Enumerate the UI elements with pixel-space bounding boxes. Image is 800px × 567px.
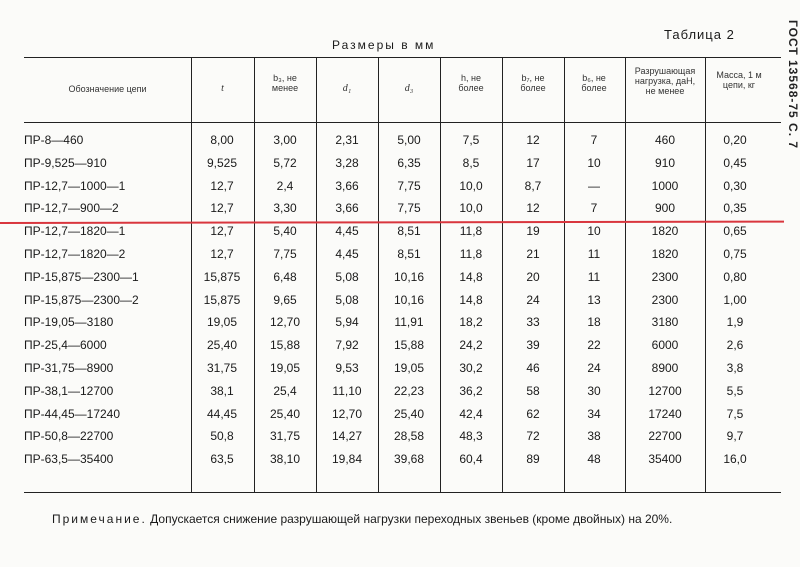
table-cell: 28,58 [393,429,425,443]
table-cell: 25,40 [206,338,238,352]
table-cell: 31,75 [206,361,238,375]
dimensions-caption: Размеры в мм [332,38,436,52]
table-cell: 3,66 [335,201,359,215]
table-cell: 6,35 [397,156,421,170]
table-cell: 10,16 [393,293,425,307]
table-cell: 38,1 [210,384,234,398]
table-cell: 22700 [648,429,682,443]
table-cell: 25,4 [273,384,297,398]
table-cell: 24 [587,361,601,375]
table-cell: 7,5 [462,133,480,147]
table-cell: 2300 [651,270,679,284]
chain-designation: ПР-44,45—17240 [24,407,121,421]
col-header-designation: Обозначение цепи [68,84,147,94]
table-cell: 72 [526,429,540,443]
table-cell: 33 [526,315,540,329]
table-cell: 7,75 [273,247,297,261]
table-cell: 1000 [651,179,679,193]
table-cell: — [588,179,600,193]
table-cell: 3,00 [273,133,297,147]
table-cell: 7 [590,201,598,215]
chain-designation: ПР-31,75—8900 [24,361,114,375]
table-cell: 5,08 [335,293,359,307]
table-cell: 30 [587,384,601,398]
table-cell: 8,51 [397,247,421,261]
table-cell: 0,35 [723,201,747,215]
col-header-mass: Масса, 1 м цепи, кг [716,70,762,90]
table-cell: 11,8 [459,247,483,261]
table-cell: 25,40 [269,407,301,421]
table-cell: 11 [587,270,601,284]
table-cell: 34 [587,407,601,421]
table-cell: 15,88 [269,338,301,352]
col-header-b3: b₃, не менее [271,73,299,93]
table-cell: 2300 [651,293,679,307]
table-cell: 0,45 [723,156,747,170]
table-cell: 50,8 [210,429,234,443]
table-cell: 8,5 [462,156,480,170]
table-note [52,512,672,526]
table-cell: 2,31 [335,133,359,147]
table-cell: 0,75 [723,247,747,261]
table-cell: 62 [526,407,540,421]
table-cell: 7 [590,133,598,147]
chain-designation: ПР-12,7—1820—1 [24,224,126,238]
table-cell: 12,70 [269,315,301,329]
table-cell: 31,75 [269,429,301,443]
table-cell: 14,8 [459,293,483,307]
chain-designation: ПР-19,05—3180 [24,315,114,329]
table-cell: 3,8 [726,361,744,375]
table-cell: 9,53 [335,361,359,375]
table-cell: 0,80 [723,270,747,284]
chain-designation: ПР-15,875—2300—2 [24,293,139,307]
table-cell: 63,5 [210,452,234,466]
table-cell: 38 [587,429,601,443]
table-cell: 9,7 [726,429,744,443]
table-cell: 1,00 [723,293,747,307]
note-label: Примечание. [52,512,147,526]
table-number: Таблица 2 [664,27,735,42]
table-cell: 6000 [651,338,679,352]
table-cell: 12,7 [210,179,234,193]
table-cell: 14,27 [331,429,363,443]
table-cell: 11,10 [332,384,362,398]
table-cell: 0,30 [723,179,747,193]
chain-designation: ПР-63,5—35400 [24,452,114,466]
chain-designation: ПР-12,7—1820—2 [24,247,126,261]
table-cell: 5,00 [397,133,421,147]
table-cell: 12700 [648,384,682,398]
table-cell: 38,10 [269,452,301,466]
table-cell: 89 [526,452,540,466]
table-cell: 17 [526,156,540,170]
table-cell: 35400 [648,452,682,466]
table-top-rule [24,57,781,58]
table-header-rule [24,122,781,123]
table-cell: 22,23 [393,384,425,398]
table-cell: 30,2 [459,361,483,375]
table-cell: 7,75 [397,179,421,193]
table-cell: 12,7 [210,247,234,261]
table-cell: 19,05 [269,361,301,375]
table-cell: 39 [526,338,540,352]
table-cell: 19,05 [393,361,425,375]
table-cell: 900 [654,201,676,215]
chain-designation: ПР-50,8—22700 [24,429,114,443]
table-cell: 6,48 [273,270,297,284]
table-cell: 15,88 [393,338,425,352]
table-cell: 0,20 [723,133,747,147]
table-cell: 24 [526,293,540,307]
margin-stamp: ГОСТ 13568-75 С. 7 [786,20,800,150]
table-cell: 12 [526,201,540,215]
table-cell: 11,8 [459,224,483,238]
table-cell: 5,08 [335,270,359,284]
table-cell: 5,40 [273,224,297,238]
chain-designation: ПР-8—460 [24,133,84,147]
table-cell: 12,7 [210,224,234,238]
table-cell: 39,68 [393,452,425,466]
col-header-h: h, не более [458,73,484,93]
table-cell: 2,6 [726,338,744,352]
table-cell: 9,65 [273,293,297,307]
table-cell: 48 [587,452,601,466]
col-header-t: t [221,83,224,94]
table-cell: 44,45 [206,407,238,421]
table-cell: 12 [526,133,540,147]
table-cell: 24,2 [459,338,483,352]
table-cell: 19,84 [331,452,363,466]
chain-designation: ПР-15,875—2300—1 [24,270,139,284]
table-cell: 42,4 [459,407,483,421]
table-cell: 8900 [651,361,679,375]
table-cell: 7,5 [726,407,744,421]
table-cell: 20 [526,270,540,284]
table-cell: 5,5 [726,384,744,398]
table-cell: 21 [526,247,540,261]
table-cell: 18,2 [459,315,483,329]
table-cell: 17240 [648,407,682,421]
table-cell: 12,70 [331,407,363,421]
table-cell: 25,40 [393,407,425,421]
chain-designation: ПР-12,7—900—2 [24,201,119,215]
table-cell: 3,66 [335,179,359,193]
chain-designation: ПР-25,4—6000 [24,338,107,352]
table-cell: 1,9 [726,315,744,329]
table-cell: 5,94 [335,315,359,329]
table-cell: 8,7 [524,179,542,193]
table-cell: 58 [526,384,540,398]
table-cell: 910 [654,156,676,170]
table-cell: 460 [654,133,676,147]
table-cell: 2,4 [276,179,294,193]
table-cell: 4,45 [335,247,359,261]
table-cell: 7,75 [397,201,421,215]
table-cell: 4,45 [335,224,359,238]
table-bottom-rule [24,492,781,493]
table-cell: 46 [526,361,540,375]
table-cell: 8,00 [210,133,234,147]
table-cell: 13 [587,293,601,307]
chain-designation: ПР-12,7—1000—1 [24,179,126,193]
table-cell: 10,0 [459,179,483,193]
table-cell: 16,0 [723,452,747,466]
table-cell: 3,28 [335,156,359,170]
chain-designation: ПР-9,525—910 [24,156,107,170]
table-cell: 3180 [651,315,679,329]
chain-designation: ПР-38,1—12700 [24,384,114,398]
table-cell: 1820 [651,224,679,238]
table-cell: 9,525 [206,156,238,170]
table-cell: 3,30 [273,201,297,215]
col-header-b7: b₇, не более [520,73,546,93]
table-cell: 10,0 [459,201,483,215]
table-cell: 1820 [651,247,679,261]
table-cell: 11 [587,247,601,261]
column-divider [625,57,626,492]
table-cell: 11,91 [394,315,424,329]
col-header-b6: b₆, не более [581,73,607,93]
table-cell: 19,05 [206,315,238,329]
col-header-d1: d₁ [342,83,352,94]
col-header-breaking-load: Разрушающая нагрузка, даН, не менее [634,66,696,96]
table-cell: 10 [587,224,601,238]
table-cell: 18 [587,315,601,329]
note-text: Допускается снижение разрушающей нагрузки переходных звеньев (кроме двойных) на 20%. [150,512,673,526]
table-cell: 48,3 [459,429,483,443]
table-cell: 15,875 [203,293,241,307]
table-cell: 10 [587,156,601,170]
table-cell: 5,72 [273,156,297,170]
table-cell: 12,7 [210,201,234,215]
table-cell: 14,8 [459,270,483,284]
table-cell: 15,875 [203,270,241,284]
table-cell: 8,51 [397,224,421,238]
table-cell: 36,2 [459,384,483,398]
table-cell: 0,65 [723,224,747,238]
table-cell: 10,16 [393,270,425,284]
col-header-d3: d₃ [404,83,414,94]
table-cell: 22 [587,338,601,352]
table-cell: 19 [526,224,540,238]
table-cell: 7,92 [335,338,359,352]
table-cell: 60,4 [459,452,483,466]
